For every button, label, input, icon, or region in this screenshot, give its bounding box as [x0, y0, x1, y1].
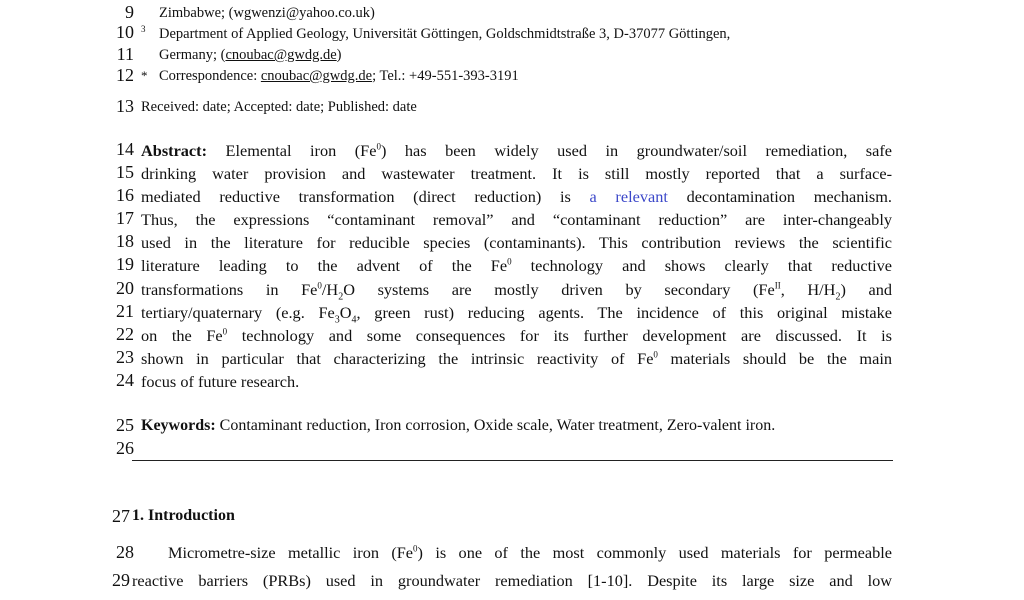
line-number: 19 [116, 254, 134, 274]
affiliation-text: ) [336, 47, 342, 63]
line-number: 15 [116, 162, 134, 182]
affiliation-line: Department of Applied Geology, Universität Göttingen, Goldschmidtstraße 3, D-37077 Göttingen, [159, 26, 731, 42]
affiliation-marker: 3 [141, 24, 146, 34]
keywords-line [141, 414, 892, 437]
line-number: 17 [116, 208, 134, 228]
line-number: 20 [116, 278, 134, 298]
line-number: 29 [112, 570, 130, 590]
email-link[interactable]: cnoubac@gwdg.de [260, 68, 373, 84]
line-number: 26 [116, 438, 134, 458]
abstract-line: mediated reductive transformation (direct reduction) is a relevant decontamination mechanism. [141, 187, 892, 206]
line-number: 13 [116, 96, 134, 116]
line-number: 18 [116, 231, 134, 251]
line-number: 28 [116, 542, 134, 562]
line-number: 11 [116, 44, 134, 64]
email-link[interactable]: cnoubac@gwdg.de [225, 47, 337, 63]
body-line: reactive barriers (PRBs) used in groundwater remediation [1-10]. Despite its large size and low [132, 571, 892, 590]
abstract-line: Abstract: Elemental iron (Fe$^0$) has been widely used in groundwater/soil remediation, safe [141, 141, 893, 160]
affiliation-line: Zimbabwe; (wgwenzi@yahoo.co.uk) [159, 5, 375, 21]
line-number: 24 [116, 370, 134, 390]
line-number: 21 [116, 301, 134, 321]
abstract-line: focus of future research. [141, 372, 300, 391]
line-number: 16 [116, 185, 134, 205]
abstract-label: Abstract: [141, 141, 208, 160]
line-number: 23 [116, 347, 134, 367]
dates-line: Received: date; Accepted: date; Published: date [141, 99, 417, 115]
abstract-line: on the Fe$^0$ technology and some consequences for its further development are discussed. It is [141, 326, 892, 345]
abstract-line: used in the literature for reducible species (contaminants). This contribution reviews the scientific [141, 233, 892, 252]
line-number: 27 [112, 506, 130, 526]
abstract-line: Thus, the expressions “contaminant removal” and “contaminant reduction” are inter-changeably [141, 210, 892, 229]
line-number: 9 [125, 2, 134, 22]
abstract-line: drinking water provision and wastewater treatment. It is still mostly reported that a surface- [141, 164, 892, 183]
section-heading: 1. Introduction [132, 507, 235, 524]
affiliation-line [159, 46, 341, 64]
highlighted-link[interactable]: a relevant [589, 187, 668, 206]
line-number: 14 [116, 139, 134, 159]
abstract-line: literature leading to the advent of the Fe$^0$ technology and shows clearly that reductive [141, 256, 892, 275]
keywords-text: Contaminant reduction, Iron corrosion, Oxide scale, Water treatment, Zero-valent iron. [219, 417, 776, 434]
correspondence-line [159, 67, 519, 85]
line-number: 12 [116, 65, 134, 85]
body-line: Micrometre-size metallic iron (Fe$^0$) is one of the most commonly used materials for permeable [168, 543, 893, 562]
abstract-line: tertiary/quaternary (e.g. $Fe_3O_4$, green rust) reducing agents. The incidence of this original mistake [141, 303, 892, 326]
line-number: 22 [116, 324, 134, 344]
line-number: 25 [116, 415, 134, 435]
correspondence-text: ; Tel.: +49-551-393-3191 [372, 68, 519, 84]
keywords-label: Keywords: [141, 417, 216, 434]
section-divider [132, 460, 893, 461]
line-number: 10 [116, 22, 134, 42]
abstract-line: shown in particular that characterizing the intrinsic reactivity of Fe$^0$ materials should be the main [141, 349, 892, 368]
affiliation-text: Germany; ( [159, 47, 226, 63]
correspondence-marker: * [141, 68, 148, 83]
abstract-line: transformations in $Fe^0/H_2O$ systems are mostly driven by secondary ($Fe^{II}$, $H/H_2$) and [141, 280, 893, 303]
correspondence-label: Correspondence: [159, 68, 261, 84]
